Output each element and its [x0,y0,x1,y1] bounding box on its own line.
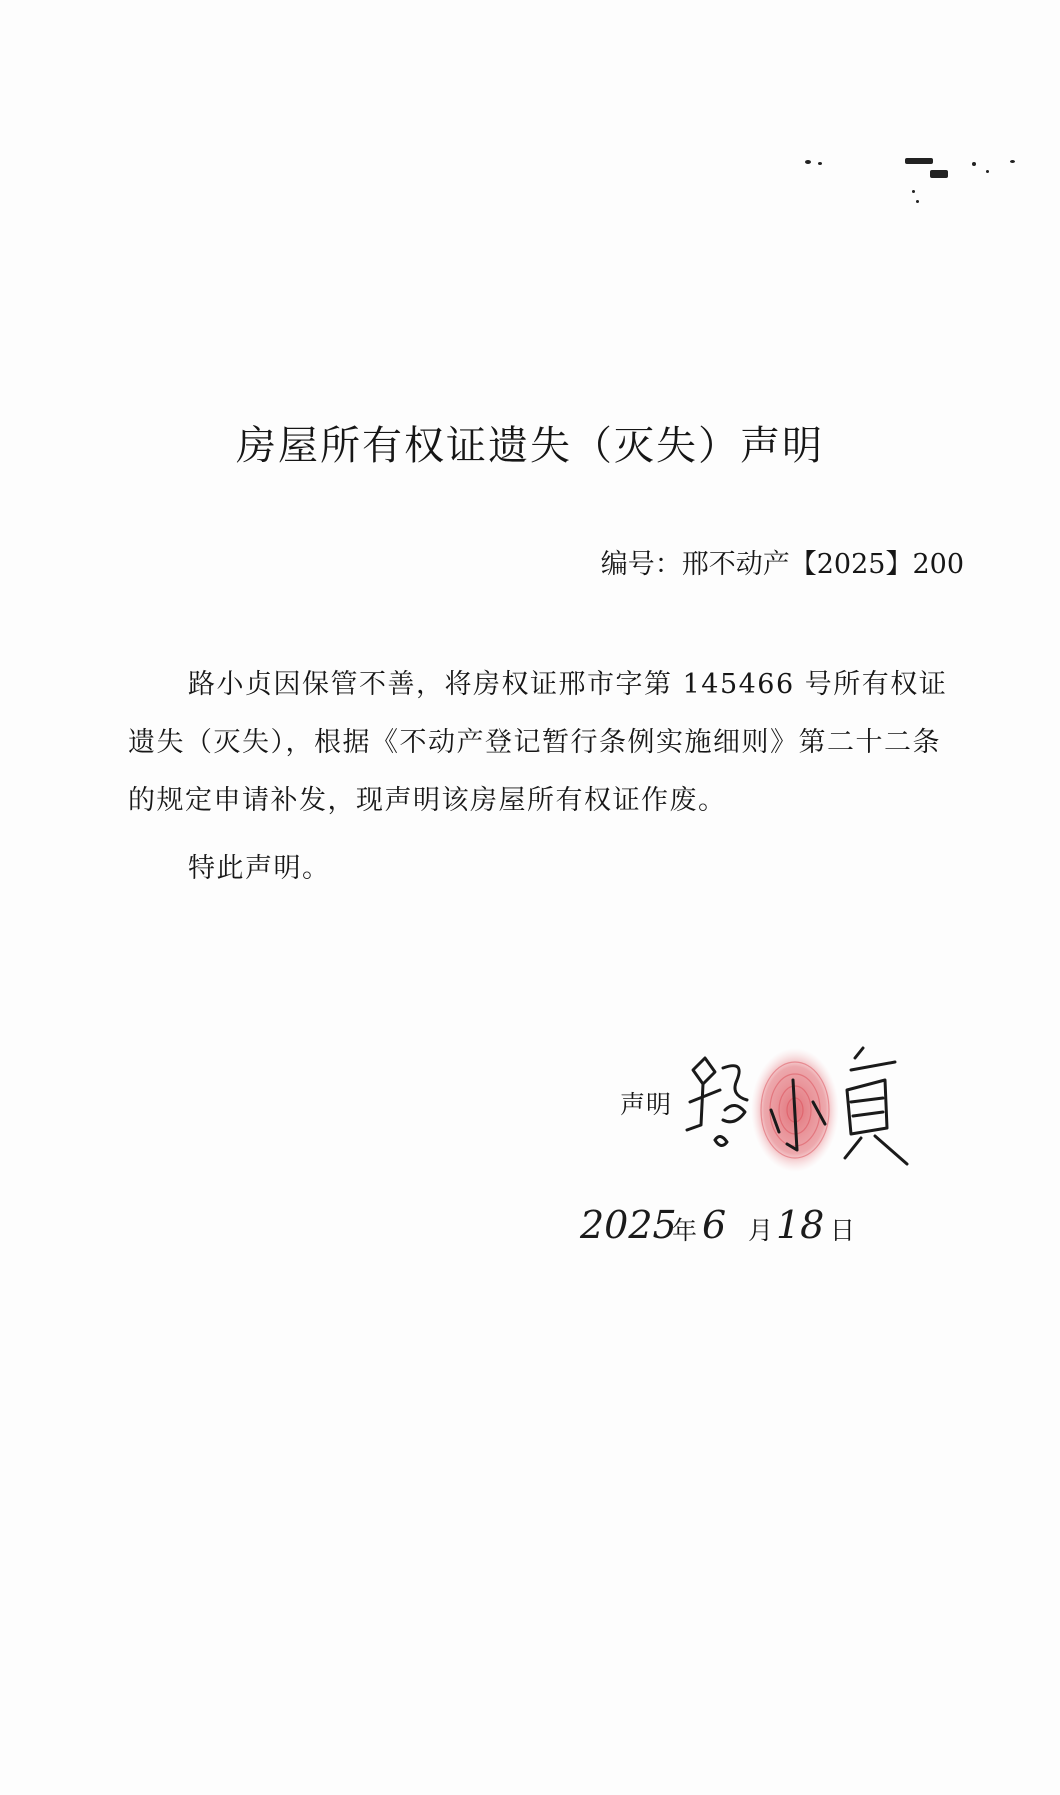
date-row [580,1195,880,1265]
document-title: 房屋所有权证遗失（灭失）声明 [236,423,824,469]
declaration-body: 路小贞因保管不善，将房权证邢市字第 145466 号所有权证遗失（灭失），根据《不动产登记暂行条例实施细则》第二十二条的规定申请补发，现声明该房屋所有权证作废。 [128,669,948,816]
date-year-unit: 年 [672,1216,698,1245]
closing-statement: 特此声明。 [188,853,331,884]
handwritten-signature [675,1040,920,1180]
date-month: 6 [702,1203,727,1247]
date-day-unit: 日 [830,1216,856,1245]
signature-label: 声明 [620,1090,673,1119]
date-year: 2025 [580,1203,677,1247]
date-month-unit: 月 [748,1216,774,1245]
date-day: 18 [776,1203,825,1247]
document-number: 编号：邢不动产【2025】200 [600,549,964,580]
